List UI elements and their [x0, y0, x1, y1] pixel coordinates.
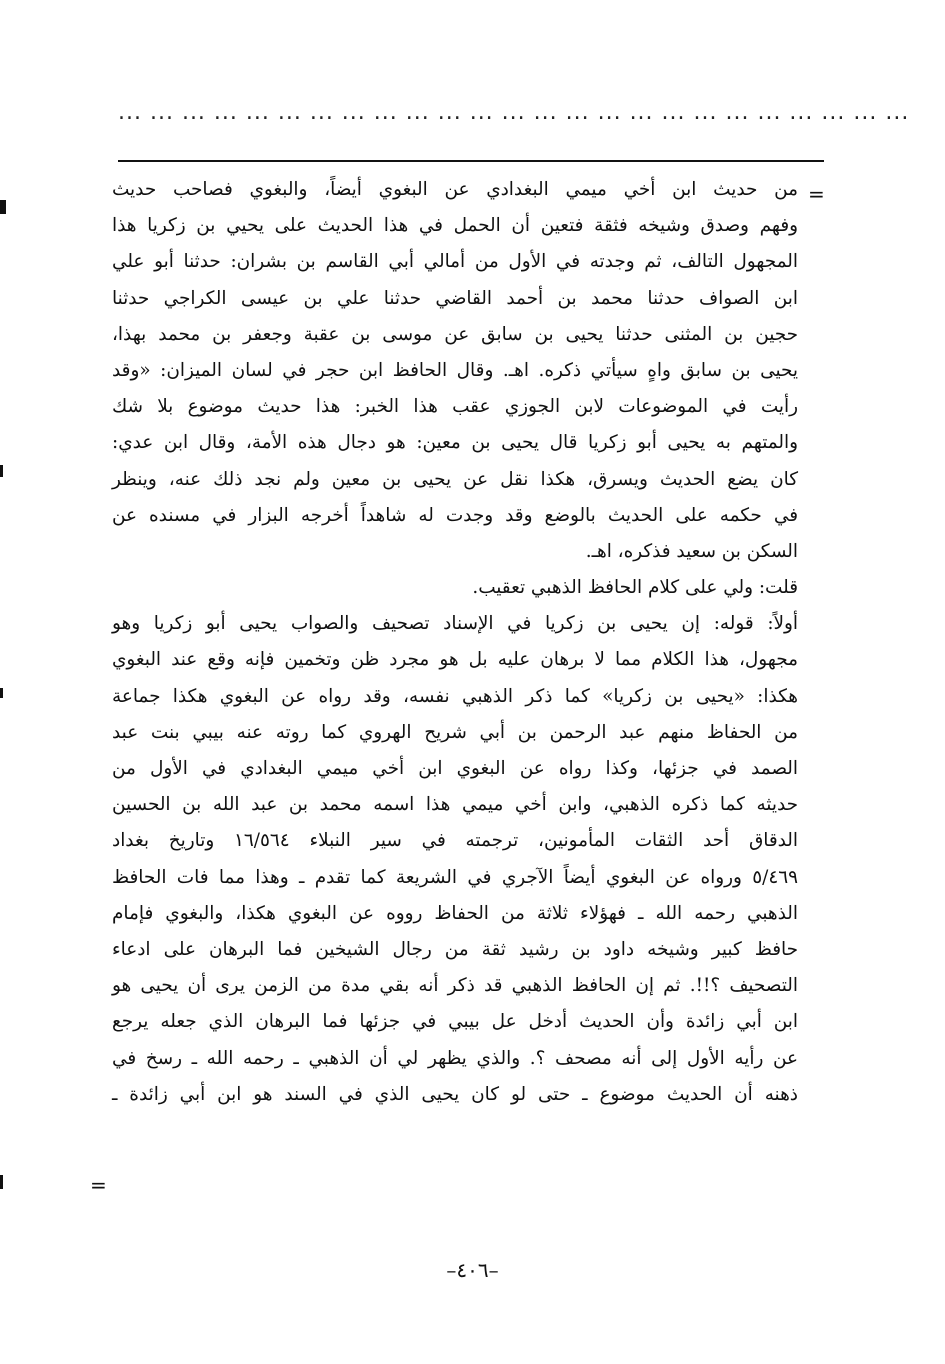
text-line: المجهول التالف، ثم وجدته في الأول من أمالي أبي القاسم بن بشران: حدثنا أبو علي: [112, 251, 798, 273]
text-line: حافظ كبير وشيخه داود بن رشيد ثقة من رجال الشيخين فما البرهان على ادعاء: [112, 938, 798, 960]
text-line: هكذا: «يحيى بن زكريا» كما ذكر الذهبي نفسه، وقد رواه عن البغوي هكذا جماعة: [112, 685, 798, 707]
text-line: التصحيف ؟!!. ثم إن الحافظ الذهبي قد ذكر أنه بقي مدة من الزمن يرى أن يحيى هو: [112, 975, 798, 997]
text-line: يحيى بن سابق واهٍ سيأتي ذكره. اهـ. وقال الحافظ ابن حجر في لسان الميزان: «وقد: [112, 359, 798, 381]
scan-edge-mark: [0, 688, 3, 698]
text-line: أولاً: قوله: إن يحيى بن زكريا في الإسناد تصحيف والصواب يحيى أبو زكريا وهو: [112, 613, 798, 635]
text-line: الصمد في جزئها، وكذا رواه عن البغوي ابن أخي ميمي البغدادي في الأول من: [112, 758, 798, 779]
text-line: مجهول، هذا الكلام مما لا برهان عليه بل هو مجرد ظن وتخمين فإنه وقع عند البغوي: [112, 649, 798, 671]
text-line: وفهم وصدق وشيخه فثقة فتعين أن الحمل في هذا الحديث على يحيي بن زكريا هذا: [112, 215, 798, 237]
text-line: والمتهم به يحيى أبو زكريا قال يحيى بن معين: هو دجال هذه الأمة، وقال ابن عدي:: [112, 432, 798, 454]
text-line: ٥/٤٦٩ ورواه عن البغوي أيضاً الآجري في الشريعة كما تقدم ـ وهذا مما فات الحافظ: [112, 866, 798, 888]
text-line: عن رأيه الأول إلى أنه مصحف ؟. والذي يظهر لي أن الذهبي ـ رحمه الله ـ رسخ في: [112, 1047, 798, 1069]
continuation-marker-bottom: =: [90, 1173, 107, 1197]
text-line: حجين بن المثنى حدثنا يحيى بن سابق عن موسى بن عقبة وجعفر بن محمد بهذا،: [112, 323, 798, 345]
text-line: الدقاق أحد الثقات المأمونين، ترجمته في سير النبلاء ١٦/٥٦٤ وتاريخ بغداد: [112, 830, 798, 852]
header-dotted-separator: ... ... ... ... ... ... ... ... ... ... ... ... ... ... ... ... ... ... ... ... ... ... ... ... ...: [118, 100, 910, 125]
scan-edge-mark: [0, 465, 3, 477]
text-line: في حكمه على الحديث بالوضع وقد وجدت له شاهداً أخرجه البزار في مسنده عن: [112, 504, 798, 526]
text-line: من حديث ابن أخي ميمي البغدادي عن البغوي أيضاً، والبغوي فصاحب حديث: [112, 179, 798, 200]
text-line: قلت: ولي على كلام الحافظ الذهبي تعقيب.: [472, 577, 798, 599]
page-number: –٤٠٦–: [446, 1258, 499, 1282]
text-line: السكن بن سعيد فذكره، اهـ.: [585, 540, 798, 562]
text-line: حديثه كما ذكره الذهبي، وابن أخي ميمي هذا اسمه محمد بن عبد الله بن الحسين: [112, 794, 798, 816]
text-line: من الحفاظ منهم عبد الرحمن بن أبي شريح الهروي كما روته عنه بيبي بنت عبد: [112, 721, 798, 743]
text-line: كان يضع الحديث ويسرق، هكذا نقل عن يحيى بن معين ولم نجد ذلك عنه، وينظر: [112, 468, 798, 490]
continuation-marker-top: =: [808, 182, 825, 206]
text-line: ذهنه أن الحديث موضوع ـ حتى لو كان يحيى الذي في السند هو ابن أبي زائدة ـ: [112, 1083, 798, 1105]
footnote-text-block: [112, 172, 798, 1113]
text-line: ابن الصواف حدثنا محمد بن أحمد القاضي حدثنا علي بن عيسى الكراجي حدثنا: [112, 287, 798, 309]
text-line: الذهبي رحمه الله ـ فهؤلاء ثلاثة من الحفاظ رووه عن البغوي هكذا، والبغوي فإمام: [112, 902, 798, 924]
scan-edge-mark: [0, 200, 6, 214]
text-line: ابن أبي زائدة وأن الحديث أدخل عل بيبي في جزئها فما البرهان الذي جعله يرجع: [112, 1011, 798, 1033]
footnote-rule: [118, 160, 824, 162]
text-line: رأيت في الموضوعات لابن الجوزي عقب هذا الخبر: هذا حديث موضوع بلا شك: [112, 396, 798, 418]
scan-edge-mark: [0, 1175, 3, 1189]
